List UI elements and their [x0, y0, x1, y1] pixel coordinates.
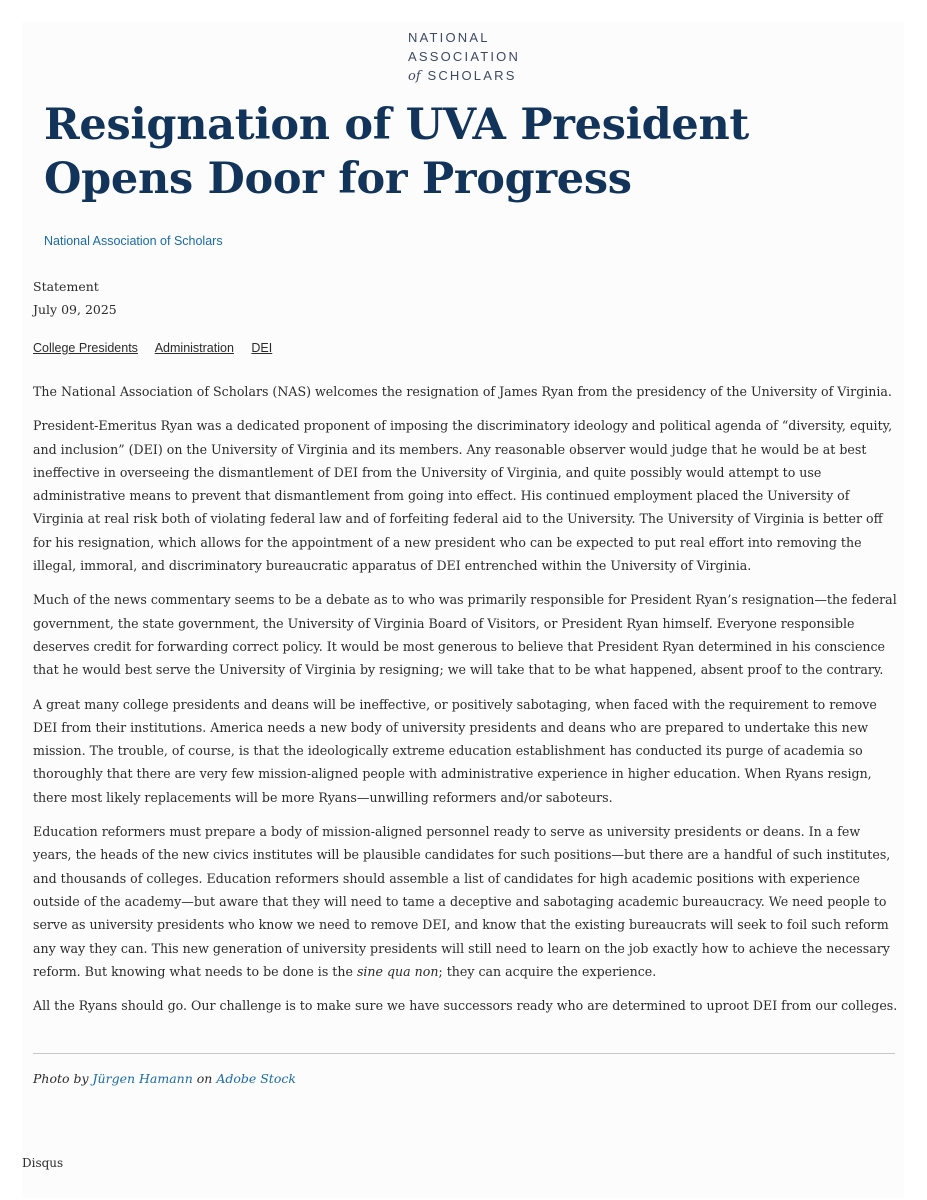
- paragraph-1: The National Association of Scholars (NAS) welcomes the resignation of James Ryan from the presidency of the University of Virginia.: [33, 384, 892, 399]
- tag-list: [33, 341, 286, 355]
- credit-middle: on: [192, 1071, 217, 1086]
- paragraph-2: President-Emeritus Ryan was a dedicated proponent of imposing the discriminatory ideology and political agenda of “diversity, equity, and inclusion” (DEI) on the University of Virginia and its members. Any reasonable observer would judge that he would be at best ineffective in overseeing the dismantlement of DEI from the University of Virginia, and quite possibly would attempt to use administrative means to prevent that dismantlement from going into effect. His continued employment placed the University of Virginia at real risk both of violating federal law and of forfeiting federal aid to the University. The University of Virginia is better off for his resignation, which allows for the appointment of a new president who can be expected to put real effort into removing the illegal, immoral, and discriminatory bureaucratic apparatus of DEI entrenched within the University of Virginia.: [33, 418, 893, 574]
- logo-line-association: ASSOCIATION: [408, 49, 521, 64]
- author-link[interactable]: National Association of Scholars: [44, 234, 223, 248]
- paragraph-5: [33, 820, 899, 983]
- article-title: Resignation of UVA President Opens Door for Progress: [44, 100, 749, 204]
- nas-logo[interactable]: [408, 28, 520, 86]
- tag-administration[interactable]: Administration: [154, 341, 234, 355]
- disqus-label[interactable]: Disqus: [22, 1156, 64, 1170]
- logo-line-scholars: [408, 66, 520, 86]
- divider: [33, 1053, 895, 1054]
- paragraph-5-italic: sine qua non: [356, 963, 439, 979]
- logo-of: of: [408, 69, 421, 84]
- tag-college-presidents[interactable]: College Presidents: [33, 341, 138, 355]
- paragraph-3: Much of the news commentary seems to be a debate as to who was primarily responsible for President Ryan’s resignation—the federal government, the state government, the University of Virginia Board of Visitors, or President Ryan himself. Everyone responsible deserves credit for forwarding correct policy. It would be most generous to believe that President Ryan determined in his conscience that he would best serve the University of Virginia by resigning; we will take that to be what happened, absent proof to the contrary.: [33, 592, 897, 678]
- tag-dei[interactable]: DEI: [251, 341, 273, 355]
- paragraph-4: A great many college presidents and deans will be ineffective, or positively sabotaging, when faced with the requirement to remove DEI from their institutions. America needs a new body of university presidents and deans who are prepared to undertake this new mission. The trouble, of course, is that the ideologically extreme education establishment has conducted its purge of academia so thoroughly that there are very few mission-aligned people with administrative experience in higher education. When Ryans resign, there most likely replacements will be more Ryans—unwilling reformers and/or saboteurs.: [33, 696, 877, 805]
- logo-scholars: SCHOLARS: [427, 68, 517, 83]
- paragraph-6: All the Ryans should go. Our challenge is to make sure we have successors ready who are determined to uproot DEI from our colleges.: [33, 998, 898, 1014]
- stock-source-link[interactable]: Adobe Stock: [216, 1071, 296, 1086]
- photo-credit: [33, 1071, 296, 1086]
- paragraph-5-end: ; they can acquire the experience.: [438, 963, 657, 979]
- photographer-link[interactable]: Jürgen Hamann: [92, 1071, 193, 1086]
- article-type: Statement: [33, 279, 99, 294]
- credit-prefix: Photo by: [33, 1071, 93, 1086]
- logo-line-national: NATIONAL: [408, 30, 490, 45]
- article-date: July 09, 2025: [33, 302, 117, 317]
- paragraph-5-text: Education reformers must prepare a body of mission-aligned personnel ready to serve as university presidents or deans. In a few years, the heads of the new civics institutes will be plausible candidates for such positions—but there are a handful of such institutes, and thousands of colleges. Education reformers should assemble a list of candidates for high academic positions with experience outside of the academy—but aware that they will need to tame a deceptive and sabotaging academic bureaucracy. We need people to serve as university presidents who know we need to remove DEI, and know that the existing bureaucrats will seek to foil such reform any way they can. This new generation of university presidents will still need to learn on the job exactly how to achieve the necessary reform. But knowing what needs to be done is the: [33, 824, 891, 979]
- article-body: [33, 380, 899, 1028]
